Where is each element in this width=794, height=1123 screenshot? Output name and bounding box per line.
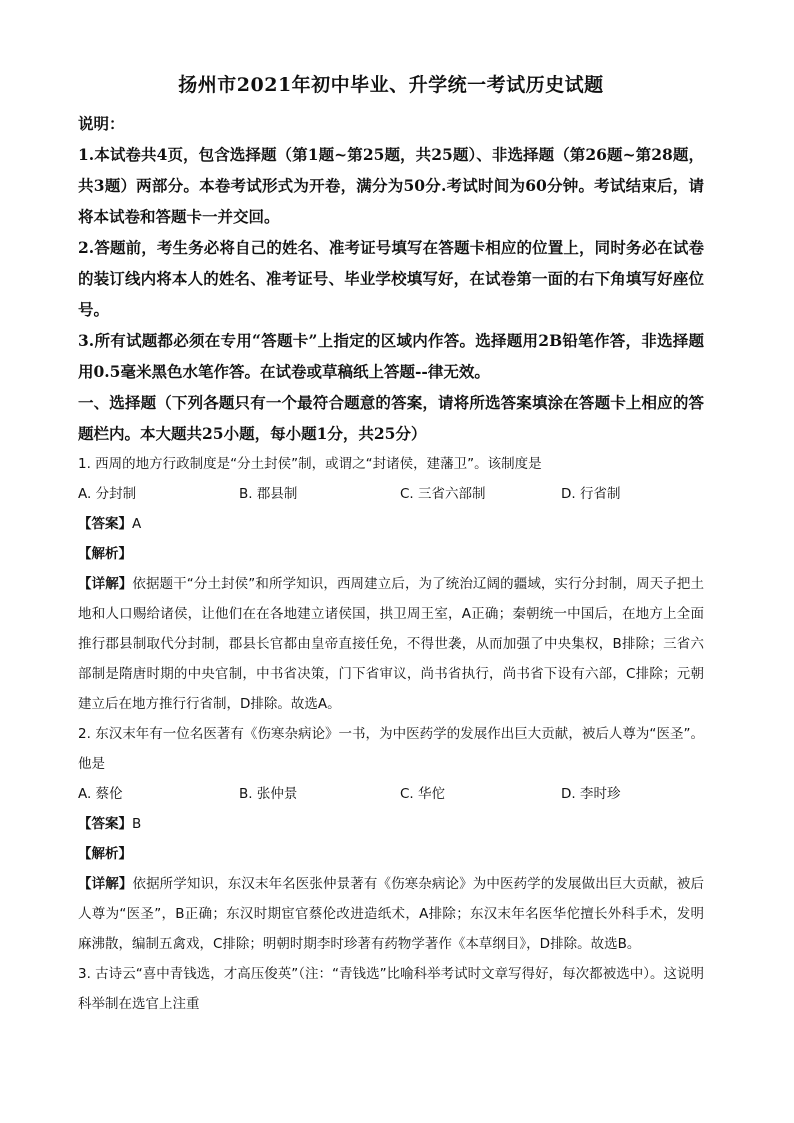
detail-paragraph — [78, 569, 704, 719]
detail-text: 依据所学知识，东汉末年名医张仲景著有《伤寒杂病论》为中医药学的发展做出巨大贡献，被后人尊为“医圣”，B正确；东汉时期宦官蔡伦改进造纸术，A排除；东汉末年名医华佗擅长外科手术，发明麻沸散，编制五禽戏，C排除；明朝时期李时珍著有药物学著作《本草纲目》，D排除。故选B。 — [78, 876, 705, 952]
analysis-line — [78, 539, 704, 569]
analysis-label: 【解析】 — [78, 846, 132, 862]
instructions-heading: 说明： — [78, 114, 125, 133]
question-1-options — [78, 479, 704, 509]
option-b: B. 郡县制 — [239, 486, 298, 502]
detail-label: 【详解】 — [78, 576, 133, 592]
instruction-item-1: 1.本试卷共4页，包含选择题（第1题~第25题，共25题）、非选择题（第26题~第28题，共3题）两部分。本卷考试形式为开卷，满分为50分.考试时间为60分钟。考试结束后，请将本试卷和答题卡一并交回。 — [78, 145, 704, 226]
question-1-stem: 1. 西周的地方行政制度是“分土封侯”制，或谓之“封诸侯，建藩卫”。该制度是 — [78, 456, 542, 472]
option-a: A. 蔡伦 — [78, 786, 123, 802]
option-b: B. 张仲景 — [239, 786, 298, 802]
option-a: A. 分封制 — [78, 486, 137, 502]
answer-value: A — [132, 516, 142, 532]
analysis-label: 【解析】 — [78, 546, 132, 562]
option-c: C. 三省六部制 — [400, 486, 486, 502]
question-2-options — [78, 779, 704, 809]
detail-paragraph — [78, 869, 704, 959]
detail-label: 【详解】 — [78, 876, 133, 892]
option-d: D. 行省制 — [561, 486, 621, 502]
answer-label: 【答案】 — [78, 516, 132, 532]
analysis-line — [78, 839, 704, 869]
question-3-stem: 3. 古诗云“喜中青钱选，才高压俊英”（注：“青钱选”比喻科举考试时文章写得好，每次都被选中）。这说明科举制在选官上注重 — [78, 966, 704, 1012]
answer-line — [78, 509, 704, 539]
answer-label: 【答案】 — [78, 816, 132, 832]
instruction-item-2: 2.答题前，考生务必将自己的姓名、准考证号填写在答题卡相应的位置上，同时务必在试卷的装订线内将本人的姓名、准考证号、毕业学校填写好，在试卷第一面的右下角填写好座位号。 — [78, 238, 704, 319]
detail-text: 依据题干“分土封侯”和所学知识，西周建立后，为了统治辽阔的疆域，实行分封制，周天子把土地和人口赐给诸侯，让他们在在各地建立诸侯国，拱卫周王室，A正确；秦朝统一中国后，在地方上全面推行郡县制取代分封制，郡县长官都由皇帝直接任免，不得世袭，从而加强了中央集权，B排除；三省六部制是隋唐时期的中央官制，中书省决策，门下省审议，尚书省执行，尚书省下设有六部，C排除；元朝建立后在地方推行行省制，D排除。故选A。 — [78, 576, 705, 712]
section-heading: 一、选择题（下列各题只有一个最符合题意的答案，请将所选答案填涂在答题卡上相应的答题栏内。本大题共25小题，每小题1分，共25分） — [78, 393, 704, 443]
option-c: C. 华佗 — [400, 786, 446, 802]
option-d: D. 李时珍 — [561, 786, 621, 802]
question-2-stem: 2. 东汉末年有一位名医著有《伤寒杂病论》一书，为中医药学的发展作出巨大贡献，被后人尊为“医圣”。他是 — [78, 726, 704, 772]
answer-line — [78, 809, 704, 839]
instruction-item-3: 3.所有试题都必须在专用“答题卡”上指定的区域内作答。选择题用2B铅笔作答，非选择题用0.5毫米黑色水笔作答。在试卷或草稿纸上答题--律无效。 — [78, 331, 704, 381]
page-title: 扬州市2021年初中毕业、升学统一考试历史试题 — [178, 74, 604, 96]
answer-value: B — [132, 816, 142, 832]
